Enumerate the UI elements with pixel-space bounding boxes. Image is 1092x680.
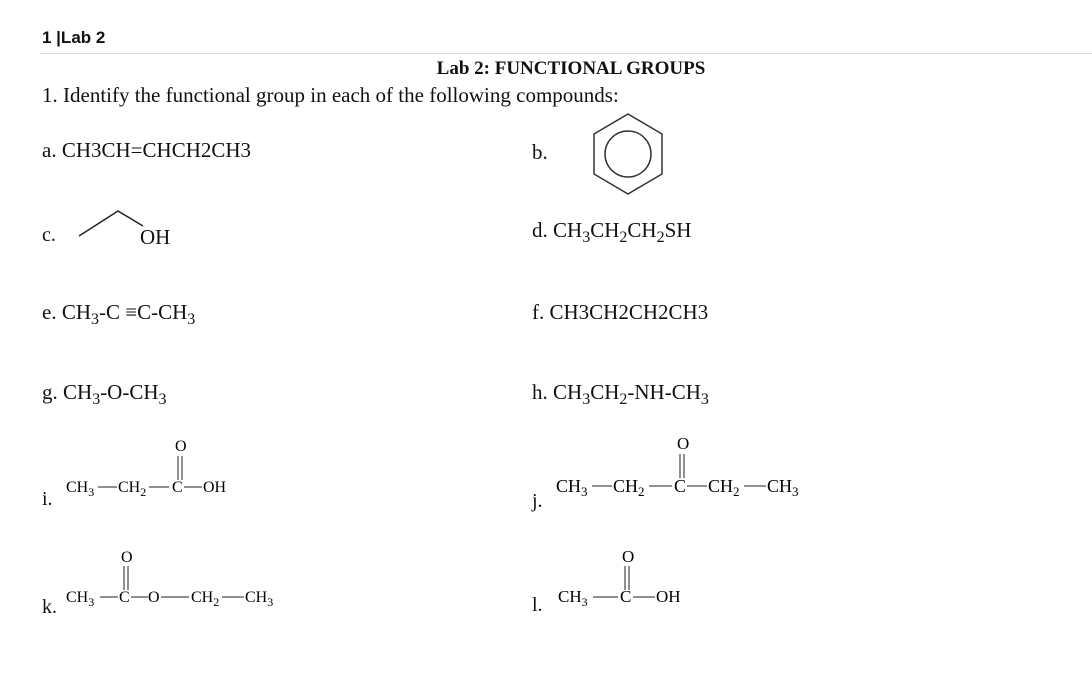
carbonyl-oxygen: O [121,549,133,566]
carbonyl-oxygen: O [175,438,187,455]
formula-part: -C ≡C-CH [99,300,188,324]
compound-d-label: d. [532,218,548,242]
hydroxyl-label: OH [140,225,171,248]
formula-subscript: 2 [619,391,628,409]
hydroxyl-group: OH [656,587,681,606]
formula-subscript: 2 [619,229,628,247]
formula-part: CH [627,218,657,242]
compound-e-formula [61,300,196,329]
formula-part: CH [590,218,620,242]
methylene-group: $CH_2$ [118,479,147,499]
methyl-group-2: $CH_3$ [767,476,799,499]
compound-g-label: g. [42,380,58,404]
acetic-acid-structure [552,544,702,614]
carbonyl-oxygen: O [622,547,635,566]
carbonyl-oxygen: O [677,434,690,453]
formula-part: CH [553,380,583,404]
compound-h-formula [553,380,709,409]
carbonyl-carbon: C [674,476,687,496]
methylene-group-2: $CH_2$ [708,476,740,499]
formula-subscript: 3 [92,391,101,409]
formula-subscript: 2 [656,229,665,247]
formula-part: -O-CH [100,380,159,404]
header-divider [40,53,1092,54]
formula-subscript: 3 [700,391,709,409]
compound-l-label: l. [532,594,543,616]
ketone-structure [552,430,822,502]
methyl-group-2: $CH_3$ [245,589,274,609]
formula-subscript: 3 [187,311,196,329]
compound-a [42,138,251,163]
formula-part: -NH-CH [627,380,701,404]
compound-h-label: h. [532,380,548,404]
compound-i-label: i. [42,488,53,510]
benzene-ring-structure [590,112,666,196]
methylene-group: $CH_2$ [613,476,645,499]
methyl-group: $CH_3$ [556,476,588,499]
methylene-group: $CH_2$ [191,589,220,609]
page-header-label: 1 |Lab 2 [42,28,106,47]
compound-e [42,300,195,329]
compound-c-label: c. [42,224,56,246]
instruction-text: 1. Identify the functional group in each of the following compounds: [42,83,619,107]
compound-f-formula: CH3CH2CH2CH3 [549,300,709,324]
methyl-group: $CH_3$ [66,479,95,499]
ester-structure [60,544,300,614]
compound-e-label: e. [42,300,57,324]
formula-part: CH [553,218,583,242]
propanoic-acid-structure [60,432,260,502]
methyl-group: $CH_3$ [66,589,95,609]
compound-g-formula [63,380,167,409]
ethanol-skeletal-structure [76,208,186,248]
formula-part: CH [63,380,93,404]
compound-j-label: j. [532,490,543,512]
compound-d [532,218,691,247]
carbonyl-carbon: C [119,589,130,606]
formula-part: CH [590,380,620,404]
compound-d-formula [553,218,692,247]
hydroxyl-group: OH [203,479,227,496]
compound-k-label: k. [42,596,57,618]
compound-h [532,380,709,409]
compound-b-label: b. [532,140,548,164]
formula-subscript: 3 [158,391,167,409]
compound-a-formula: CH3CH=CHCH2CH3 [61,138,252,162]
compound-f [532,300,708,325]
ester-oxygen: O [148,589,160,606]
compound-a-label: a. [42,138,57,162]
methyl-group: $CH_3$ [558,587,588,609]
formula-subscript: 3 [582,229,591,247]
document-title: Lab 2: FUNCTIONAL GROUPS [436,58,706,79]
carbonyl-carbon: C [172,479,183,496]
compound-g [42,380,167,409]
formula-part: SH [664,218,692,242]
formula-subscript: 3 [91,311,100,329]
formula-subscript: 3 [582,391,591,409]
compound-f-label: f. [532,300,545,324]
formula-part: CH [61,300,92,324]
carbonyl-carbon: C [620,587,632,606]
